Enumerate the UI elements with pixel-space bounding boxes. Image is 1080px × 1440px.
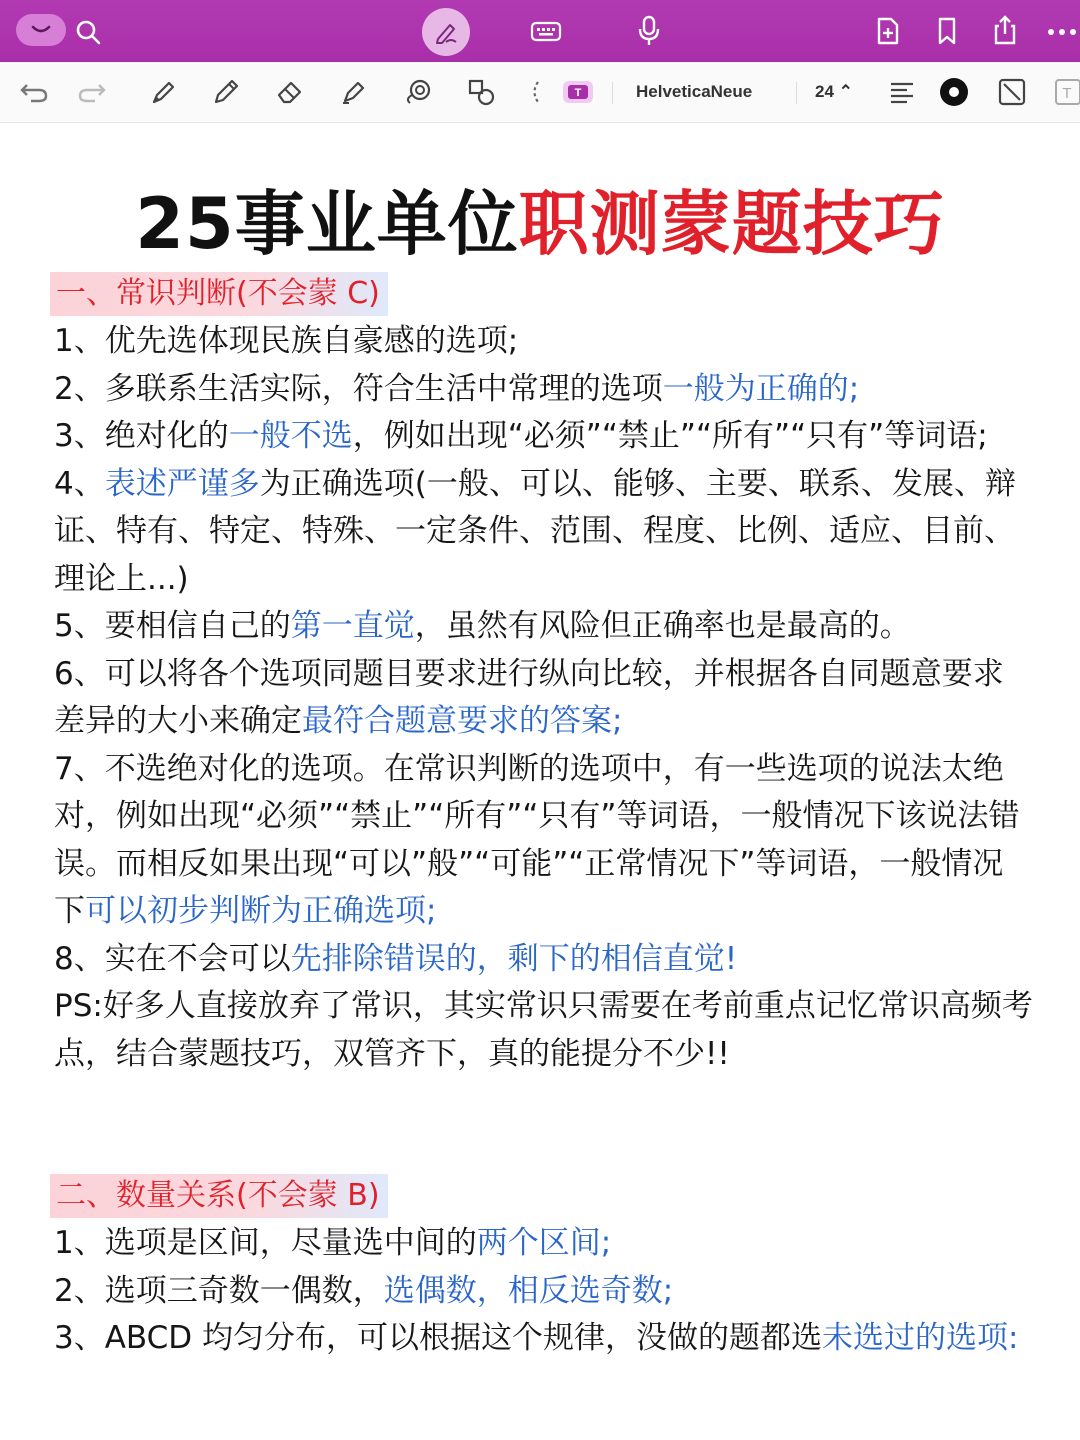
svg-text:T: T — [574, 87, 582, 99]
section-heading-common-sense: 一、常识判断(不会蒙 C) — [50, 272, 388, 316]
eraser-icon[interactable] — [274, 76, 306, 108]
fountain-pen-icon[interactable] — [148, 76, 180, 108]
ps-note: PS:好多人直接放弃了常识，其实常识只需要在考前重点记忆常识高频考点，结合蒙题技巧，双管齐下，真的能提分不少!! — [54, 988, 1033, 1072]
section-common-sense-body — [54, 318, 1034, 1078]
list-item: 8、实在不会可以先排除错误的，剩下的相信直觉! — [54, 940, 738, 977]
font-size-selector[interactable]: 24 ⌃ — [815, 82, 853, 101]
font-family-selector[interactable]: HelveticaNeue — [636, 82, 753, 101]
list-item: 3、ABCD 均匀分布，可以根据这个规律，没做的题都选未选过的选项: — [54, 1320, 1019, 1356]
list-item: 4、表述严谨多为正确选项(一般、可以、能够、主要、联系、发展、辩证、特有、特定、特殊、一定条件、范围、程度、比例、适应、目前、理论上...) — [54, 465, 1016, 597]
undo-icon[interactable] — [18, 76, 50, 108]
chevron-down-icon — [30, 24, 52, 36]
text-style-icon[interactable] — [996, 76, 1028, 108]
microphone-icon[interactable] — [634, 14, 664, 48]
list-item: 1、选项是区间，尽量选中间的两个区间; — [54, 1225, 612, 1261]
bookmark-icon[interactable] — [932, 14, 962, 48]
pencil-icon[interactable] — [210, 76, 242, 108]
image-tool-icon[interactable] — [526, 76, 544, 108]
section-heading-quantity: 二、数量关系(不会蒙 B) — [50, 1174, 388, 1218]
keyboard-icon[interactable] — [528, 16, 564, 46]
list-item: 2、选项三奇数一偶数，选偶数，相反选奇数; — [54, 1272, 674, 1309]
menu-toggle-button[interactable] — [16, 14, 66, 46]
pen-icon — [432, 18, 460, 46]
shapes-icon[interactable] — [466, 76, 498, 108]
share-icon[interactable] — [988, 12, 1022, 48]
add-page-icon[interactable] — [872, 14, 904, 48]
app-top-bar — [0, 0, 1080, 62]
svg-text:T: T — [1062, 85, 1072, 102]
list-item: 1、优先选体现民族自豪感的选项; — [54, 323, 519, 359]
more-options-icon[interactable] — [1046, 20, 1078, 44]
section-quantity-body — [54, 1220, 1034, 1363]
drawing-toolbar — [0, 62, 1080, 123]
title-black-part: 25事业单位 — [135, 183, 519, 265]
color-swatch-icon — [938, 76, 970, 108]
list-item: 6、可以将各个选项同题目要求进行纵向比较，并根据各自同题意要求差异的大小来确定最符合题意要求的答案; — [54, 655, 1004, 739]
list-item: 3、绝对化的一般不选，例如出现“必须”“禁止”“所有”“只有”等词语; — [54, 418, 988, 454]
highlighter-icon[interactable] — [338, 76, 370, 108]
text-format-icon[interactable] — [1052, 76, 1080, 108]
search-icon[interactable] — [72, 16, 104, 48]
list-item: 7、不选绝对化的选项。在常识判断的选项中，有一些选项的说法太绝对，例如出现“必须”“禁止”“所有”“只有”等词语，一般情况下该说法错误。而相反如果出现“可以”般”“可能”“正常情况下”等词语，一般情况下可以初步判断为正确选项; — [54, 750, 1020, 929]
list-item: 5、要相信自己的第一直觉，虽然有风险但正确率也是最高的。 — [54, 608, 911, 644]
text-box-button[interactable] — [560, 76, 596, 108]
align-icon[interactable] — [886, 76, 918, 108]
text-box-icon — [561, 77, 595, 107]
draw-mode-button[interactable] — [422, 8, 470, 56]
color-picker-button[interactable] — [938, 76, 970, 108]
title-red-part: 职测蒙题技巧 — [518, 183, 945, 265]
lasso-icon[interactable] — [402, 76, 434, 108]
page-title — [0, 168, 1080, 269]
redo-icon[interactable] — [76, 76, 108, 108]
list-item: 2、多联系生活实际，符合生活中常理的选项一般为正确的; — [54, 370, 860, 407]
